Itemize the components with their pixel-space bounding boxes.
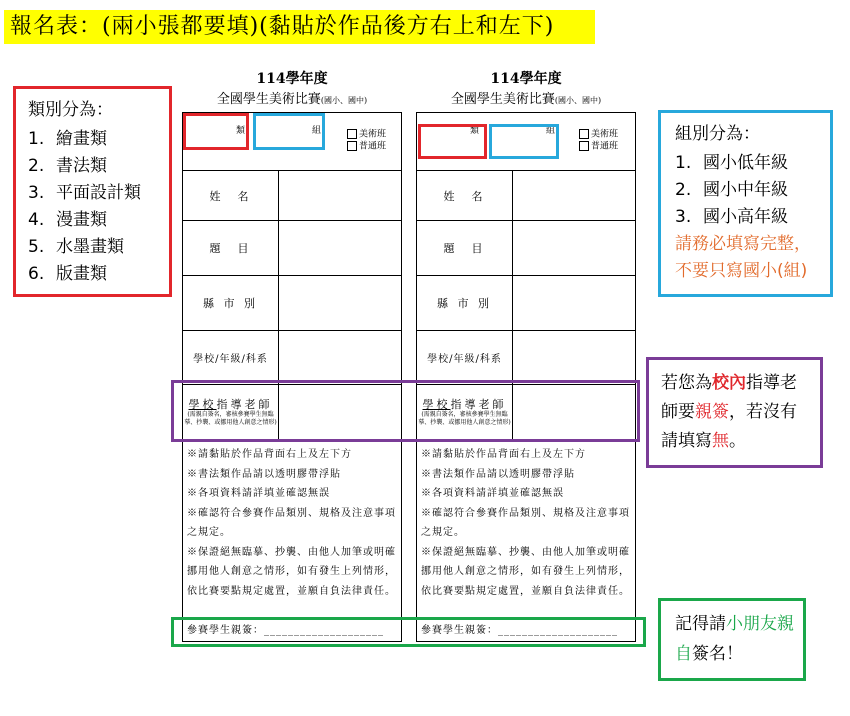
county-label: 縣 市 別: [417, 276, 513, 330]
form-notes: [187, 445, 397, 601]
form-table: [416, 112, 636, 642]
entry-form-left: [182, 64, 402, 649]
note-item: ※各項資料請詳填並確認無誤: [421, 488, 564, 499]
teacher-note: (需親自簽名，審核參賽學生無臨摹、抄襲、或挪用他人創意之情形): [184, 411, 277, 426]
county-label: 縣 市 別: [183, 276, 279, 330]
highlight-text: 親簽: [695, 402, 729, 422]
list-item: 4. 漫畫類: [28, 210, 107, 230]
list-item: 3. 國小高年級: [675, 207, 788, 227]
name-label: 姓 名: [183, 171, 279, 220]
note-item: ※書法類作品請以透明膠帶浮貼: [187, 468, 341, 480]
class-checkboxes: [579, 129, 618, 152]
group-highlight-left: [253, 113, 325, 150]
list-item: 3. 平面設計類: [28, 183, 141, 203]
teacher-label: 學校指導老師 (需親自簽名，審核參賽學生無臨摹、抄襲、或挪用他人創意之情形): [417, 385, 513, 441]
art-class-checkbox[interactable]: 美術班: [579, 129, 618, 141]
group-list: [675, 150, 830, 231]
signature-callout: 記得請小朋友親自簽名！: [658, 598, 806, 681]
form-competition: 全國學生美術比賽(國小、國中): [216, 92, 368, 107]
note-item: ※請黏貼於作品背面右上及左下方: [421, 449, 586, 460]
school-row: [417, 331, 635, 385]
highlight-text: 校內: [712, 373, 746, 393]
list-item: 2. 國小中年級: [675, 180, 788, 200]
highlight-text: 無: [712, 431, 729, 451]
note-item: ※書法類作品請以透明膠帶浮貼: [421, 468, 575, 480]
topic-row: [183, 221, 401, 276]
teacher-highlight: [171, 380, 640, 442]
teacher-note: (需親自簽名，審核參賽學生無臨摹、抄襲、或挪用他人創意之情形): [418, 411, 511, 426]
list-item: 5. 水墨畫類: [28, 237, 124, 257]
group-field[interactable]: 組: [311, 126, 321, 136]
signature-highlight: [171, 617, 646, 647]
topic-row: [417, 221, 635, 276]
note-item: ※確認符合參賽作品類別、規格及注意事項之規定。: [421, 507, 630, 538]
name-row: [417, 171, 635, 221]
group-highlight-right: [489, 124, 559, 159]
name-label: 姓 名: [417, 171, 513, 220]
topic-label: 題 目: [417, 221, 513, 275]
category-heading: 類別分為：: [28, 100, 113, 120]
class-checkboxes: [347, 129, 386, 152]
group-callout: [658, 110, 833, 297]
group-heading: 組別分為：: [675, 124, 760, 144]
signature-row[interactable]: 參賽學生親簽：____________________: [421, 625, 618, 636]
school-label: 學校/年級/科系: [417, 331, 513, 384]
category-field[interactable]: 類: [235, 126, 245, 136]
school-label: 學校/年級/科系: [183, 331, 279, 384]
school-row: [183, 331, 401, 385]
group-field[interactable]: 組: [545, 126, 555, 136]
form-competition: 全國學生美術比賽(國小、國中): [450, 92, 602, 107]
highlight-text: 小朋友親自: [675, 614, 794, 664]
list-item: 1. 繪畫類: [28, 129, 107, 149]
teacher-callout: 若您為校內指導老師要親簽，若沒有請填寫無。: [646, 357, 823, 468]
list-item: 2. 書法類: [28, 156, 107, 176]
category-highlight-left: [183, 113, 249, 150]
category-highlight-right: [418, 124, 487, 159]
list-item: 1. 國小低年級: [675, 153, 788, 173]
category-callout: [13, 86, 172, 297]
name-row: [183, 171, 401, 221]
topic-label: 題 目: [183, 221, 279, 275]
regular-class-checkbox[interactable]: 普通班: [579, 141, 618, 153]
category-list: [28, 126, 169, 288]
regular-class-checkbox[interactable]: 普通班: [347, 141, 386, 153]
group-warning-1: 請務必填寫完整，: [675, 234, 811, 254]
note-item: ※各項資料請詳填並確認無誤: [187, 488, 330, 499]
list-item: 6. 版畫類: [28, 264, 107, 284]
category-field[interactable]: 類: [469, 126, 479, 136]
teacher-label: 學校指導老師 (需親自簽名，審核參賽學生無臨摹、抄襲、或挪用他人創意之情形): [183, 385, 279, 441]
art-class-checkbox[interactable]: 美術班: [347, 129, 386, 141]
county-row: [417, 276, 635, 331]
signature-row[interactable]: 參賽學生親簽：____________________: [187, 625, 384, 636]
note-item: ※確認符合參賽作品類別、規格及注意事項之規定。: [187, 507, 396, 538]
form-table: [182, 112, 402, 642]
form-notes: [421, 445, 631, 601]
note-item: ※保證絕無臨摹、抄襲、由他人加筆或明確挪用他人創意之情形，如有發生上列情形，依比賽要點規定處置，並願自負法律責任。: [421, 546, 630, 597]
form-year: 114學年度: [490, 71, 562, 87]
note-item: ※請黏貼於作品背面右上及左下方: [187, 449, 352, 460]
note-item: ※保證絕無臨摹、抄襲、由他人加筆或明確挪用他人創意之情形，如有發生上列情形，依比賽要點規定處置，並願自負法律責任。: [187, 546, 396, 597]
county-row: [183, 276, 401, 331]
page-title: 報名表：(兩小張都要填)(黏貼於作品後方右上和左下): [4, 10, 595, 44]
form-year: 114學年度: [256, 71, 328, 87]
group-warning-2: 不要只寫國小(組): [675, 261, 808, 281]
